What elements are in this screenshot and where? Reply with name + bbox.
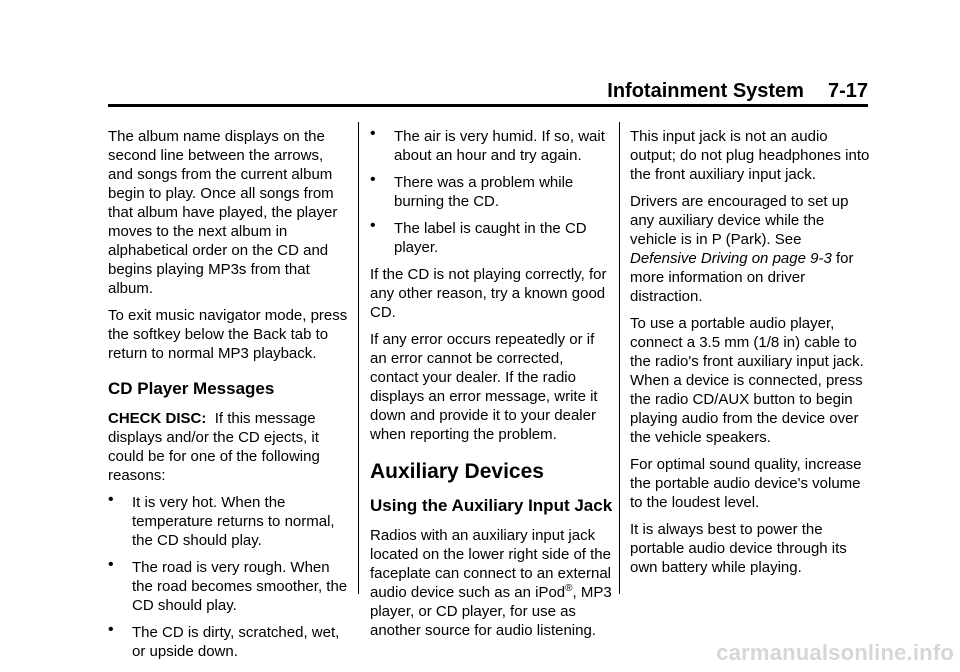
page-number: 7-17 [827, 80, 868, 102]
column-divider-2 [619, 122, 620, 594]
battery-paragraph: It is always best to power the portable audio device through its own battery while playing. [630, 521, 847, 576]
aux-input-jack-heading: Using the Auxiliary Input Jack [370, 496, 613, 515]
bullet-icon: • [108, 556, 114, 573]
sound-quality-paragraph: For optimal sound quality, increase the portable audio device's volume to the loudest level. [630, 456, 862, 511]
drivers-paragraph [630, 192, 870, 306]
column-1 [108, 127, 352, 669]
cd-not-playing-paragraph: If the CD is not playing correctly, for any other reason, try a known good CD. [370, 266, 607, 321]
check-disc-paragraph [108, 409, 352, 485]
album-paragraph: The album name displays on the second line between the arrows, and songs from the current album begin to play. Once all songs from that album have played, the player moves to the next album in alphabetical order on the CD and begins playing MP3s from that album. [108, 128, 338, 297]
list-item [370, 219, 613, 257]
header-rule [108, 104, 868, 107]
bullet-icon: • [370, 125, 376, 142]
aux-jack-text: Radios with an auxiliary input jack located on the lower right side of the faceplate can connect to an external audio device such as an iPod [370, 527, 611, 601]
list-item [370, 173, 613, 211]
list-item-text: There was a problem while burning the CD. [394, 174, 574, 210]
bullet-icon: • [108, 621, 114, 638]
defensive-driving-link[interactable]: Defensive Driving on page 9-3 [630, 250, 832, 267]
check-disc-text: If this message displays and/or the CD ejects, it could be for one of the following reasons: [108, 410, 320, 484]
input-jack-paragraph: This input jack is not an audio output; do not plug headphones into the front auxiliary input jack. [630, 128, 870, 183]
aux-jack-text-end: , MP3 player, or CD player, for use as another source for audio listening. [370, 584, 612, 639]
registered-mark: ® [565, 583, 573, 594]
list-item [370, 127, 613, 165]
bullet-icon: • [108, 491, 114, 508]
auxiliary-devices-heading: Auxiliary Devices [370, 460, 544, 483]
list-item-text: The air is very humid. If so, wait about an hour and try again. [394, 128, 605, 164]
cd-messages-heading: CD Player Messages [108, 379, 275, 398]
bullet-icon: • [370, 171, 376, 188]
column-3 [630, 127, 870, 585]
check-disc-label: CHECK DISC: [108, 410, 207, 427]
section-title: Infotainment System [607, 80, 804, 102]
drivers-text: Drivers are encouraged to set up any auxiliary device while the vehicle is in P (Park). See [630, 193, 849, 248]
list-item [108, 623, 352, 661]
drivers-text-end: for more information on driver distraction. [630, 250, 854, 305]
list-item-text: The road is very rough. When the road becomes smoother, the CD should play. [132, 559, 348, 614]
list-item-text: The label is caught in the CD player. [394, 220, 587, 256]
aux-jack-paragraph [370, 526, 613, 640]
portable-player-paragraph: To use a portable audio player, connect a 3.5 mm (1/8 in) cable to the radio's front auxiliary input jack. When a device is connected, press the radio CD/AUX button to begin playing audio from the device over the vehicle speakers. [630, 315, 864, 446]
exit-navigator-paragraph: To exit music navigator mode, press the softkey below the Back tab to return to normal MP3 playback. [108, 307, 348, 362]
watermark-text: carmanualsonline.info [716, 640, 954, 665]
list-item-text: The CD is dirty, scratched, wet, or upside down. [132, 624, 340, 660]
column-2 [370, 127, 613, 648]
list-item [108, 493, 352, 550]
column-divider-1 [358, 122, 359, 594]
bullet-icon: • [370, 217, 376, 234]
error-paragraph: If any error occurs repeatedly or if an error cannot be corrected, contact your dealer. If the radio displays an error message, write it down and provide it to your dealer when reporting the problem. [370, 331, 598, 443]
page-header [607, 80, 868, 103]
list-item-text: It is very hot. When the temperature returns to normal, the CD should play. [132, 494, 335, 549]
list-item [108, 558, 352, 615]
